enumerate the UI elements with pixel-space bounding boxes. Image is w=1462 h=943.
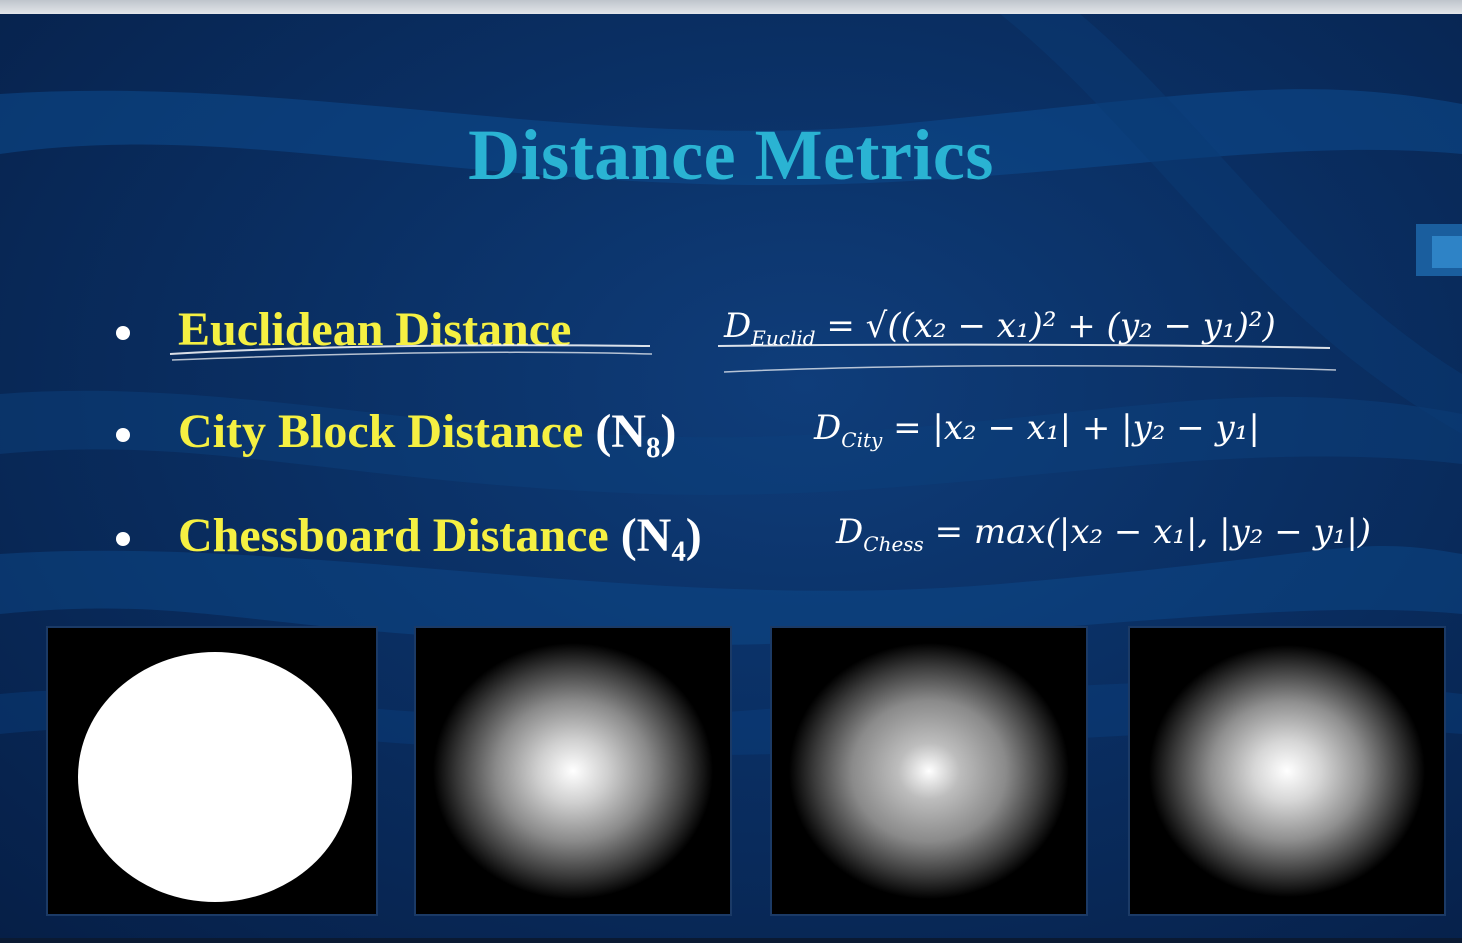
- bullet-city-block: [0, 404, 1462, 474]
- window-bottom-strip: [0, 938, 1462, 943]
- formula-subscript: Chess: [863, 531, 924, 556]
- bullet-chessboard: [0, 508, 1462, 578]
- bullet-dot: [116, 428, 130, 442]
- formula-subscript: Euclid: [751, 325, 816, 350]
- bullet-dot: [116, 532, 130, 546]
- chessboard-formula: [836, 512, 1371, 556]
- formula-lhs: D: [814, 408, 842, 448]
- formula-rhs: = max(|x₂ − x₁|, |y₂ − y₁|): [923, 512, 1372, 552]
- presentation-slide: [0, 14, 1462, 938]
- slide-edge-tab-highlight: [1432, 236, 1462, 268]
- formula-rhs: = |x₂ − x₁| + |y₂ − y₁|: [882, 408, 1260, 448]
- euclidean-glow: [416, 628, 730, 914]
- bullet-euclidean: [0, 302, 1462, 372]
- chessboard-glow: [1130, 628, 1444, 914]
- city-block-glow: [772, 628, 1086, 914]
- white-disk: [78, 652, 352, 902]
- window-top-strip: [0, 0, 1462, 14]
- bullet-label-suffix: (N₄): [620, 509, 702, 562]
- image-binary-disk: [46, 626, 378, 916]
- bullet-label: [178, 508, 702, 563]
- formula-lhs: D: [724, 306, 752, 346]
- formula-lhs: D: [836, 512, 864, 552]
- city-block-formula: [814, 408, 1260, 452]
- bullet-label: [178, 404, 676, 459]
- slide-title: Distance Metrics: [468, 115, 994, 195]
- euclidean-formula: [724, 306, 1276, 350]
- bullet-dot: [116, 326, 130, 340]
- bullet-label-text: Euclidean Distance: [178, 303, 572, 356]
- bullet-label: [178, 302, 571, 357]
- bullet-label-suffix: (N₈): [595, 405, 677, 458]
- image-chessboard-distance-map: [1128, 626, 1446, 916]
- bullet-label-text: City Block Distance: [178, 405, 596, 458]
- image-euclidean-distance-map: [414, 626, 732, 916]
- formula-subscript: City: [841, 427, 883, 452]
- image-city-block-distance-map: [770, 626, 1088, 916]
- bullet-label-text: Chessboard Distance: [178, 509, 621, 562]
- formula-rhs: = √((x₂ − x₁)² + (y₂ − y₁)²): [815, 306, 1276, 346]
